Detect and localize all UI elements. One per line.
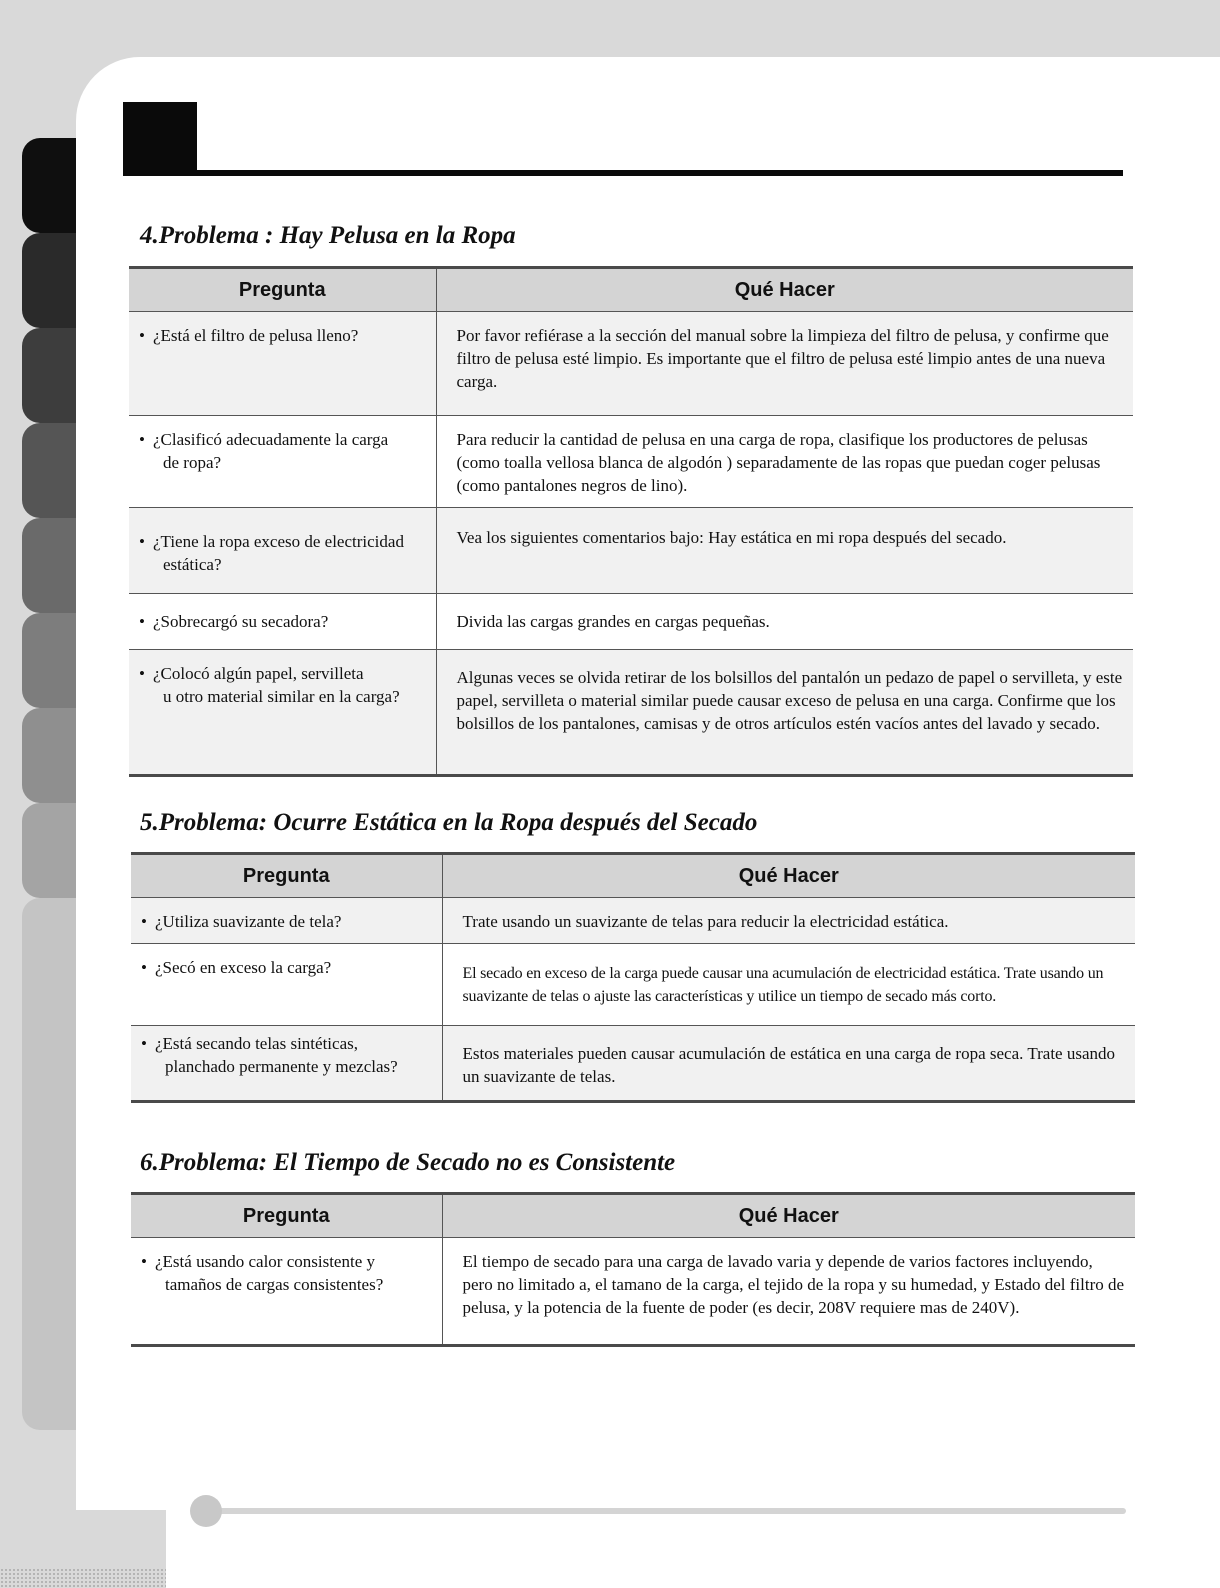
question-cell <box>129 594 436 650</box>
bullet-icon: • <box>139 326 145 345</box>
table-row <box>131 898 1135 944</box>
action-cell: Vea los siguientes comentarios bajo: Hay estática en mi ropa después del secado. <box>436 508 1133 594</box>
side-tab[interactable] <box>22 233 76 328</box>
table-row <box>131 944 1135 1026</box>
bullet-icon: • <box>139 664 145 683</box>
question-line: ¿Secó en exceso la carga? <box>155 958 332 977</box>
question-line: u otro material similar en la carga? <box>163 687 400 706</box>
scan-noise <box>0 1568 166 1588</box>
question-line: ¿Está el filtro de pelusa lleno? <box>153 326 359 345</box>
question-line: tamaños de cargas consistentes? <box>165 1275 384 1294</box>
column-header-question: Pregunta <box>131 1194 442 1238</box>
question-cell <box>131 898 442 944</box>
side-tab[interactable] <box>22 613 76 708</box>
question-line: ¿Clasificó adecuadamente la carga <box>153 430 389 449</box>
bullet-icon: • <box>139 532 145 551</box>
action-cell: Algunas veces se olvida retirar de los bolsillos del pantalón un pedazo de papel o servilleta, y este papel, servilleta o material similar puede causar exceso de pelusa en una carga. Confirme que los bolsillos de los pantalones, camisas y de otros artículos estén vacíos antes del lavado y secado. <box>436 650 1133 776</box>
question-cell <box>129 508 436 594</box>
table-row <box>129 508 1133 594</box>
column-header-question: Pregunta <box>129 268 436 312</box>
question-cell <box>131 944 442 1026</box>
question-line: ¿Está secando telas sintéticas, <box>155 1034 358 1053</box>
bullet-icon: • <box>141 1034 147 1053</box>
action-cell: El secado en exceso de la carga puede causar una acumulación de electricidad estática. Trate usando un suavizante de telas o ajuste las características y utilice un tiempo de secado más corto. <box>442 944 1135 1026</box>
action-cell: El tiempo de secado para una carga de lavado varia y depende de varios factores incluyendo, pero no limitado a, el tamano de la carga, el tejido de la ropa y su humedad, y Estado del filtro de pelusa, y la potencia de la fuente de poder (es decir, 208V requiere mas de 240V). <box>442 1238 1135 1346</box>
action-cell: Por favor refiérase a la sección del manual sobre la limpieza del filtro de pelusa, y confirme que filtro de pelusa esté limpio. Es importante que el filtro de pelusa esté limpio antes de una nueva carga. <box>436 312 1133 416</box>
action-cell: Divida las cargas grandes en cargas pequeñas. <box>436 594 1133 650</box>
bullet-icon: • <box>139 430 145 449</box>
header-rule <box>123 170 1123 176</box>
side-tab[interactable] <box>22 328 76 423</box>
table-row <box>131 1026 1135 1102</box>
chapter-marker <box>123 102 197 174</box>
troubleshooting-table <box>131 1192 1135 1347</box>
question-cell <box>131 1238 442 1346</box>
question-line: ¿Está usando calor consistente y <box>155 1252 375 1271</box>
bullet-icon: • <box>141 912 147 931</box>
side-tab[interactable] <box>22 518 76 613</box>
bullet-icon: • <box>139 612 145 631</box>
question-line: de ropa? <box>163 453 222 472</box>
table-row <box>129 594 1133 650</box>
side-tab[interactable] <box>22 138 76 233</box>
column-header-question: Pregunta <box>131 854 442 898</box>
footer-rule <box>206 1508 1126 1514</box>
question-line: ¿Sobrecargó su secadora? <box>153 612 329 631</box>
side-tab[interactable] <box>22 898 76 1430</box>
bullet-icon: • <box>141 1252 147 1271</box>
section-title: 5.Problema: Ocurre Estática en la Ropa después del Secado <box>140 809 758 836</box>
question-cell <box>131 1026 442 1102</box>
section-title: 4.Problema : Hay Pelusa en la Ropa <box>140 222 516 249</box>
table-row <box>129 312 1133 416</box>
column-header-action: Qué Hacer <box>442 854 1135 898</box>
column-header-action: Qué Hacer <box>442 1194 1135 1238</box>
column-header-action: Qué Hacer <box>436 268 1133 312</box>
table-row <box>129 650 1133 776</box>
side-tab[interactable] <box>22 423 76 518</box>
question-cell <box>129 650 436 776</box>
section-title: 6.Problema: El Tiempo de Secado no es Consistente <box>140 1149 676 1176</box>
troubleshooting-table <box>131 852 1135 1103</box>
table-row <box>129 416 1133 508</box>
footer-page-marker <box>190 1495 222 1527</box>
bullet-icon: • <box>141 958 147 977</box>
troubleshooting-table <box>129 266 1133 777</box>
table-row <box>131 1238 1135 1346</box>
question-line: planchado permanente y mezclas? <box>165 1057 398 1076</box>
action-cell: Para reducir la cantidad de pelusa en una carga de ropa, clasifique los productores de pelusas (como toalla vellosa blanca de algodón ) separadamente de las ropas que puedan coger pelusas (como pantalones negros de lino). <box>436 416 1133 508</box>
question-line: estática? <box>163 555 222 574</box>
question-line: ¿Utiliza suavizante de tela? <box>155 912 342 931</box>
question-line: ¿Colocó algún papel, servilleta <box>153 664 364 683</box>
question-cell <box>129 312 436 416</box>
question-cell <box>129 416 436 508</box>
side-tab[interactable] <box>22 803 76 898</box>
action-cell: Estos materiales pueden causar acumulación de estática en una carga de ropa seca. Trate usando un suavizante de telas. <box>442 1026 1135 1102</box>
action-cell: Trate usando un suavizante de telas para reducir la electricidad estática. <box>442 898 1135 944</box>
question-line: ¿Tiene la ropa exceso de electricidad <box>153 532 404 551</box>
side-tab[interactable] <box>22 708 76 803</box>
